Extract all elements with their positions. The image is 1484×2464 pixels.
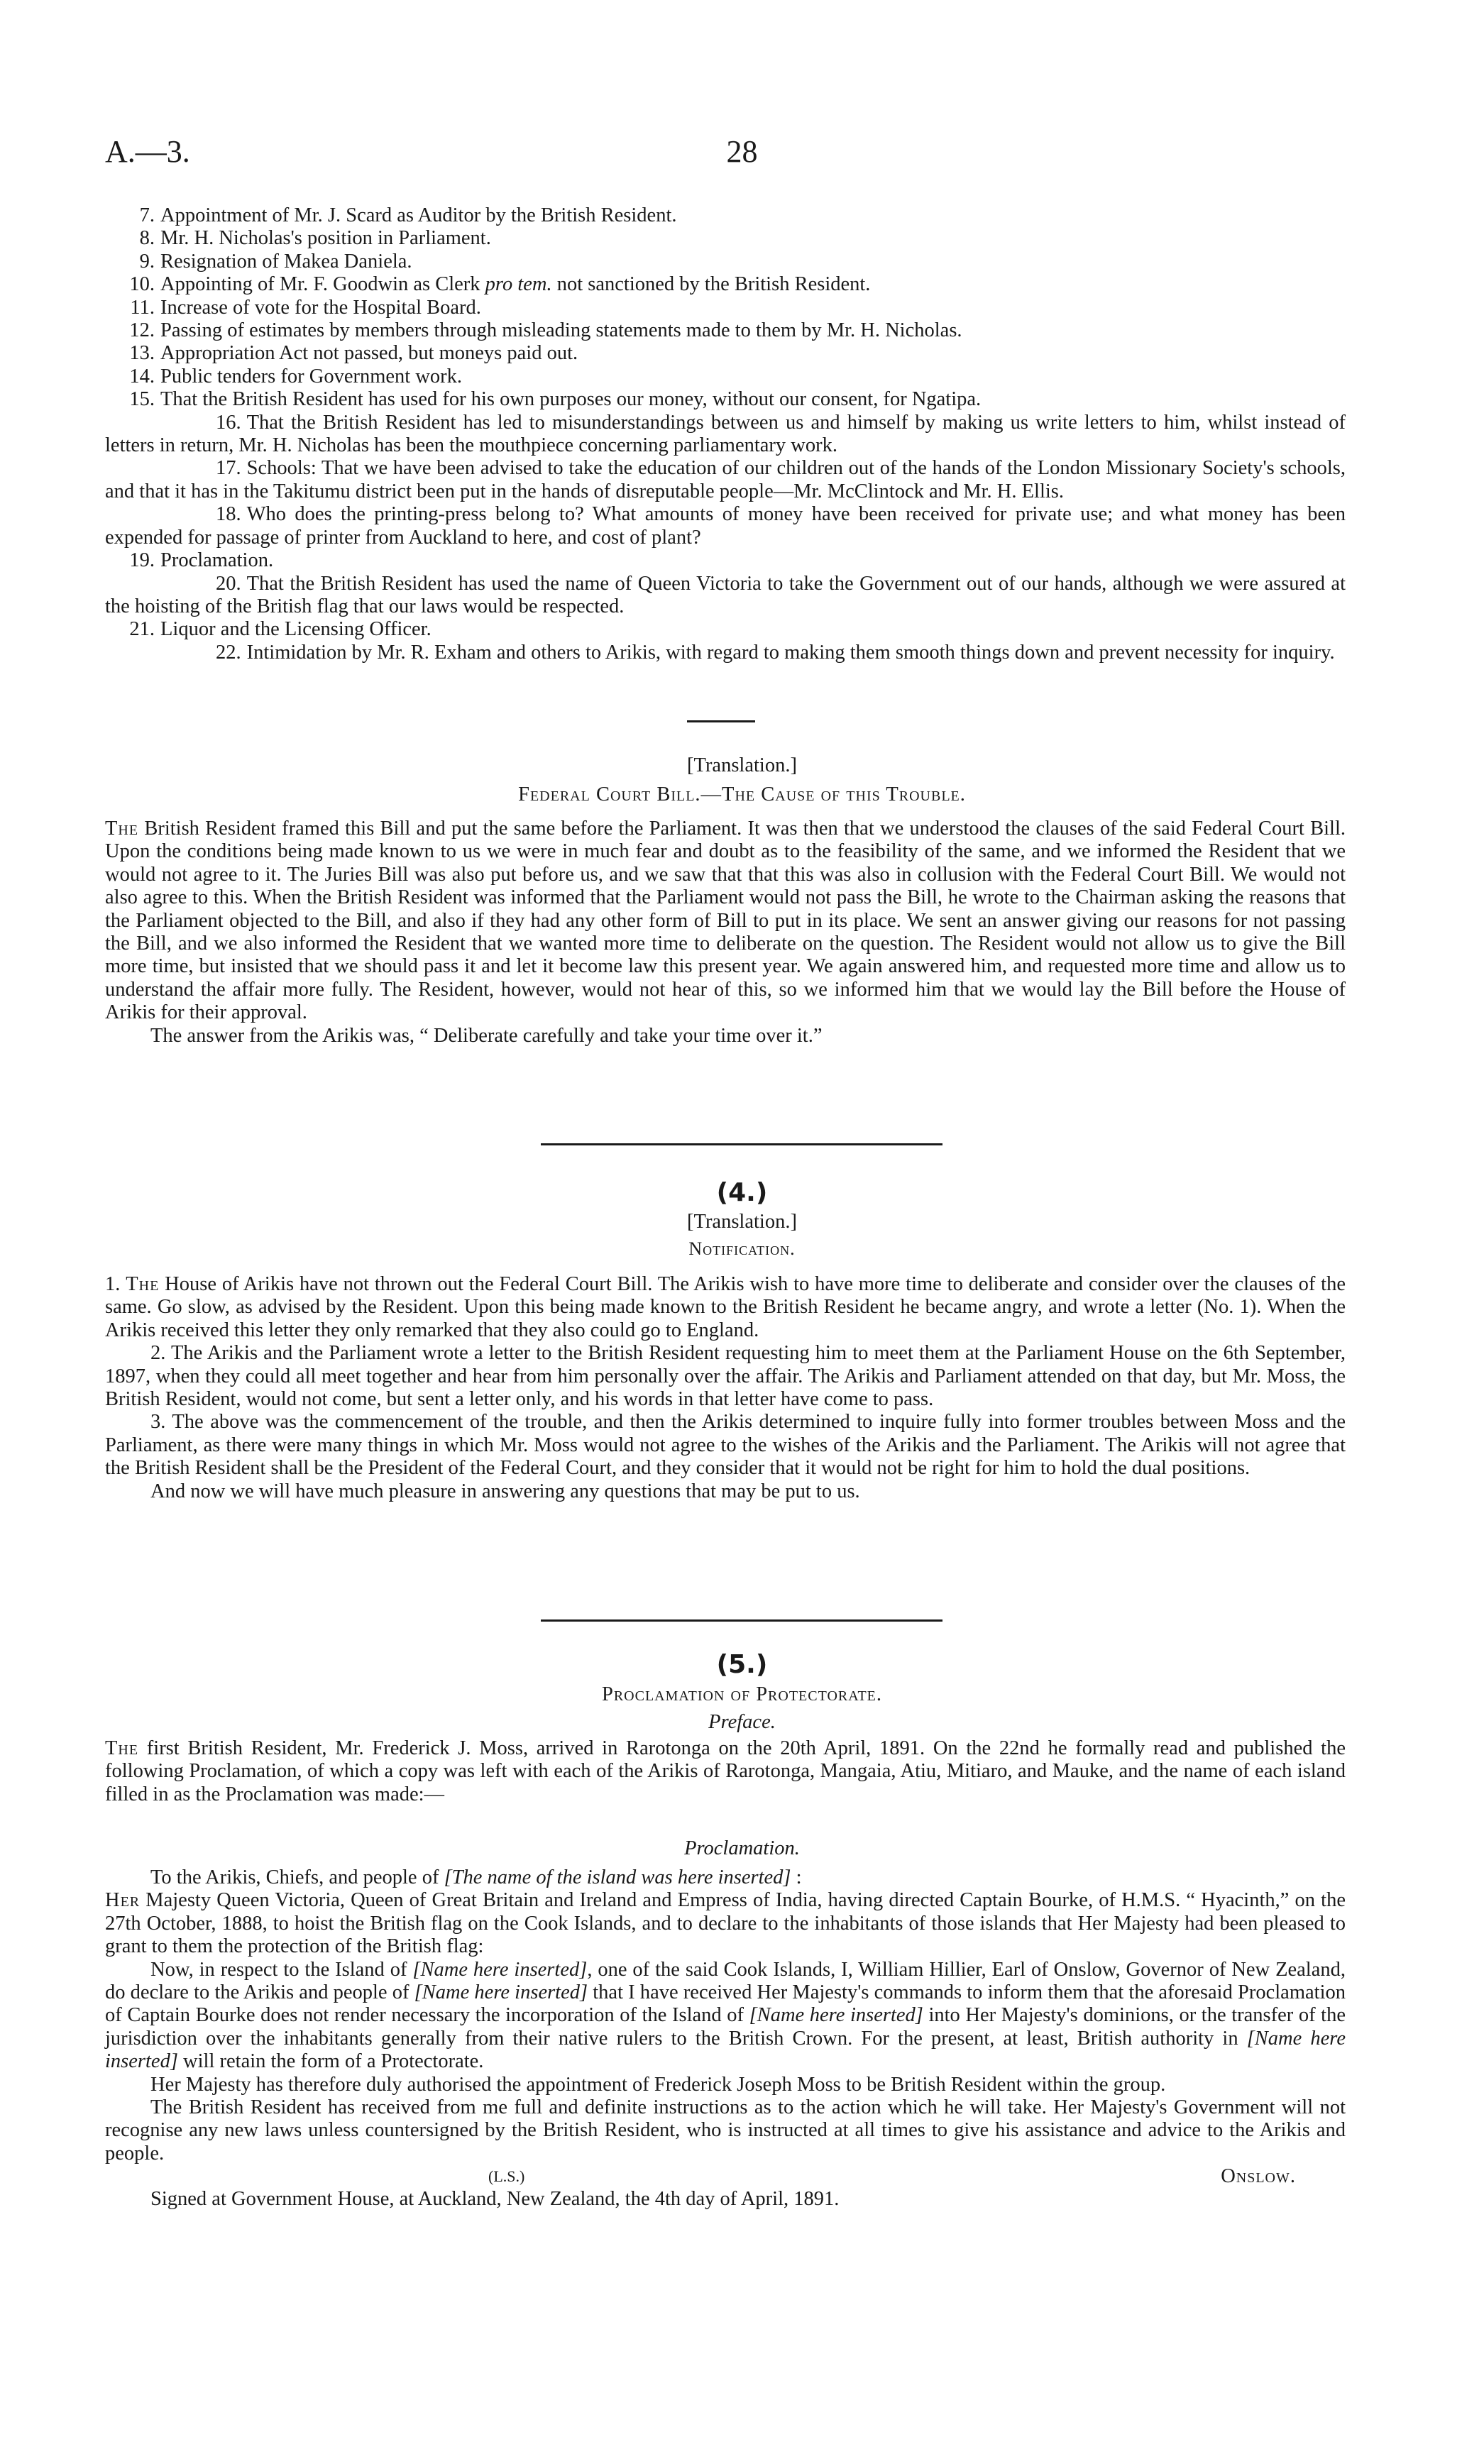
federal-answer: The answer from the Arikis was, “ Deliberate carefully and take your time over it.” [150, 1024, 823, 1047]
list-item: 17. Schools: That we have been advised to take the education of our children out of the hands of the London Missionary Society's schools, and that it has in the Takitumu district been put in the hands of disreputable people—Mr. McClintock and Mr. H. Ellis. [105, 457, 1346, 502]
list-item: 8. Mr. H. Nicholas's position in Parliament. [139, 227, 491, 250]
list-item: 21. Liquor and the Licensing Officer. [129, 618, 432, 641]
section-divider-short [687, 720, 755, 722]
notification-paragraph: 1. The House of Arikis have not thrown out the Federal Court Bill. The Arikis wish to have more time to deliberate and consider over the clauses of the same. Go slow, as advised by the Resident. Upon this being made known to the British Resident he became angry, and wrote a letter (No. 1). When the Arikis received this letter they only remarked that they also could go to England. [105, 1273, 1346, 1341]
section-divider-long [541, 1143, 942, 1145]
federal-body [105, 818, 1346, 1047]
list-item: 12. Passing of estimates by members through misleading statements made to them by Mr. H. Nicholas. [129, 319, 962, 342]
list-item: 14. Public tenders for Government work. [129, 365, 463, 387]
notification-body [105, 1273, 1346, 1503]
proclamation-paragraph: Her Majesty has therefore duly authorised the appointment of Frederick Joseph Moss to be British Resident within the group. [150, 2073, 1166, 2096]
page-number: 28 [726, 134, 758, 169]
section-4-title: Notification. [688, 1238, 796, 1259]
federal-paragraph: The British Resident framed this Bill and put the same before the Parliament. It was then that we understood the clauses of the said Federal Court Bill. Upon the conditions being made known to us we were in much fear and doubt as to the feasibility of the same, and we informed the Resident that we would not agree to it. The Juries Bill was also put before us, and we saw that that this was also in collusion with the Federal Court Bill. We would not also agree to this. When the British Resident was informed that the Parliament would not pass the Bill, he wrote to the Chairman asking the reasons that the Parliament objected to the Bill, and also if they had any other form of Bill to put in its place. We sent an answer giving our reasons for not passing the Bill, and we also informed the Resident that we wanted more time to deliberate on the question. The Resident would not allow us to give the Bill more time, but insisted that we should pass it and let it become law this present year. We again answered him, and requested more time and allow us to understand the affair more fully. The Resident, however, would not hear of this, so we informed him that we would lay the Bill before the House of Arikis for their approval. [105, 818, 1346, 1024]
proclamation-heading: Proclamation. [684, 1837, 800, 1859]
section-4-translation-label: [Translation.] [687, 1211, 797, 1233]
list-item: 7. Appointment of Mr. J. Scard as Auditor by the British Resident. [139, 204, 677, 226]
section-5-title: Proclamation of Protectorate. [601, 1683, 883, 1705]
proclamation-paragraph: The British Resident has received from me full and definite instructions as to the action which he will take. Her Majesty's Government will not recognise any new laws unless countersigned by the British Resident, who is instructed at all times to give his assistance and advice to the Arikis and people. [105, 2096, 1346, 2165]
preface-body [105, 1737, 1346, 1806]
federal-title: Federal Court Bill.—The Cause of this Trouble. [518, 783, 966, 805]
proclamation-paragraph: Now, in respect to the Island of [Name here inserted], one of the said Cook Islands, I, William Hillier, Earl of Onslow, Governor of New Zealand, do declare to the Arikis and people of [Name here inserted] that I have received Her Majesty's commands to inform them that the aforesaid Proclamation of Captain Bourke does not render necessary the incorporation of the Island of [Name here inserted] into Her Majesty's dominions, or the transfer of the jurisdiction over the inhabitants generally from their native rulers to the British Crown. For the present, at least, British authority in [Name here inserted] will retain the form of a Protectorate. [105, 1958, 1346, 2073]
grievance-list [105, 204, 1346, 664]
preface-heading: Preface. [708, 1711, 776, 1733]
signatory-name: Onslow. [1221, 2165, 1296, 2188]
proclamation-body [105, 1866, 1346, 2211]
list-item: 10. Appointing of Mr. F. Goodwin as Clerk pro tem. not sanctioned by the British Resident. [129, 273, 871, 296]
list-item: 13. Appropriation Act not passed, but moneys paid out. [129, 342, 578, 365]
proclamation-address: To the Arikis, Chiefs, and people of [The name of the island was here inserted] : [150, 1866, 802, 1888]
signed-line: Signed at Government House, at Auckland, New Zealand, the 4th day of April, 1891. [150, 2188, 840, 2211]
section-5-number: (5.) [716, 1650, 768, 1679]
list-item: 20. That the British Resident has used the name of Queen Victoria to take the Government out of our hands, although we were assured at the hoisting of the British flag that our laws would be respected. [105, 572, 1346, 617]
notification-paragraph: 2. The Arikis and the Parliament wrote a letter to the British Resident requesting him to meet them at the Parliament House on the 6th September, 1897, when they could all meet together and hear from him personally over the affair. The Arikis and Parliament attended on that day, but Mr. Moss, the British Resident, would not come, but sent a letter only, and his words in that letter have come to pass. [105, 1342, 1346, 1411]
section-divider-long [541, 1619, 942, 1622]
list-item: 11. Increase of vote for the Hospital Board. [130, 296, 481, 319]
preface-paragraph: The first British Resident, Mr. Frederick J. Moss, arrived in Rarotonga on the 20th April, 1891. On the 22nd he formally read and published the following Proclamation, of which a copy was left with each of the Arikis of Rarotonga, Mangaia, Atiu, Mitiaro, and Mauke, and the name of each island filled in as the Proclamation was made:— [105, 1737, 1346, 1805]
proclamation-paragraph: Her Majesty Queen Victoria, Queen of Great Britain and Ireland and Empress of India, having directed Captain Bourke, of H.M.S. “ Hyacinth,” on the 27th October, 1888, to hoist the British flag on the Cook Islands, and to declare to the inhabitants of those islands that Her Majesty had been pleased to grant to them the protection of the British flag: [105, 1889, 1346, 1958]
list-item: 16. That the British Resident has led to misunderstandings between us and himself by making us write letters to him, whilst instead of letters in return, Mr. H. Nicholas has been the mouthpiece concerning parliamentary work. [105, 411, 1346, 457]
list-item: 19. Proclamation. [129, 549, 274, 572]
signature-row [105, 2165, 1346, 2188]
list-item: 18. Who does the printing-press belong to? What amounts of money have been received for private use; and what money has been expended for passage of printer from Auckland to here, and cost of plant? [105, 503, 1346, 549]
seal-mark: (L.S.) [488, 2167, 525, 2186]
list-item: 22. Intimidation by Mr. R. Exham and others to Arikis, with regard to making them smooth things down and prevent necessity for inquiry. [216, 641, 1335, 664]
notification-paragraph: And now we will have much pleasure in answering any questions that may be put to us. [150, 1480, 860, 1502]
section-4-number: (4.) [716, 1178, 768, 1207]
list-item: 9. Resignation of Makea Daniela. [139, 250, 412, 273]
document-reference: A.—3. [105, 134, 190, 169]
list-item: 15. That the British Resident has used for his own purposes our money, without our consent, for Ngatipa. [129, 388, 982, 411]
federal-translation-label: [Translation.] [687, 754, 797, 776]
notification-paragraph: 3. The above was the commencement of the trouble, and then the Arikis determined to inquire fully into former troubles between Moss and the Parliament, as there were many things in which Mr. Moss would not agree to the wishes of the Arikis and the Parliament. The Arikis will not agree that the British Resident shall be the President of the Federal Court, and they consider that it would not be right for him to hold the dual positions. [105, 1411, 1346, 1480]
